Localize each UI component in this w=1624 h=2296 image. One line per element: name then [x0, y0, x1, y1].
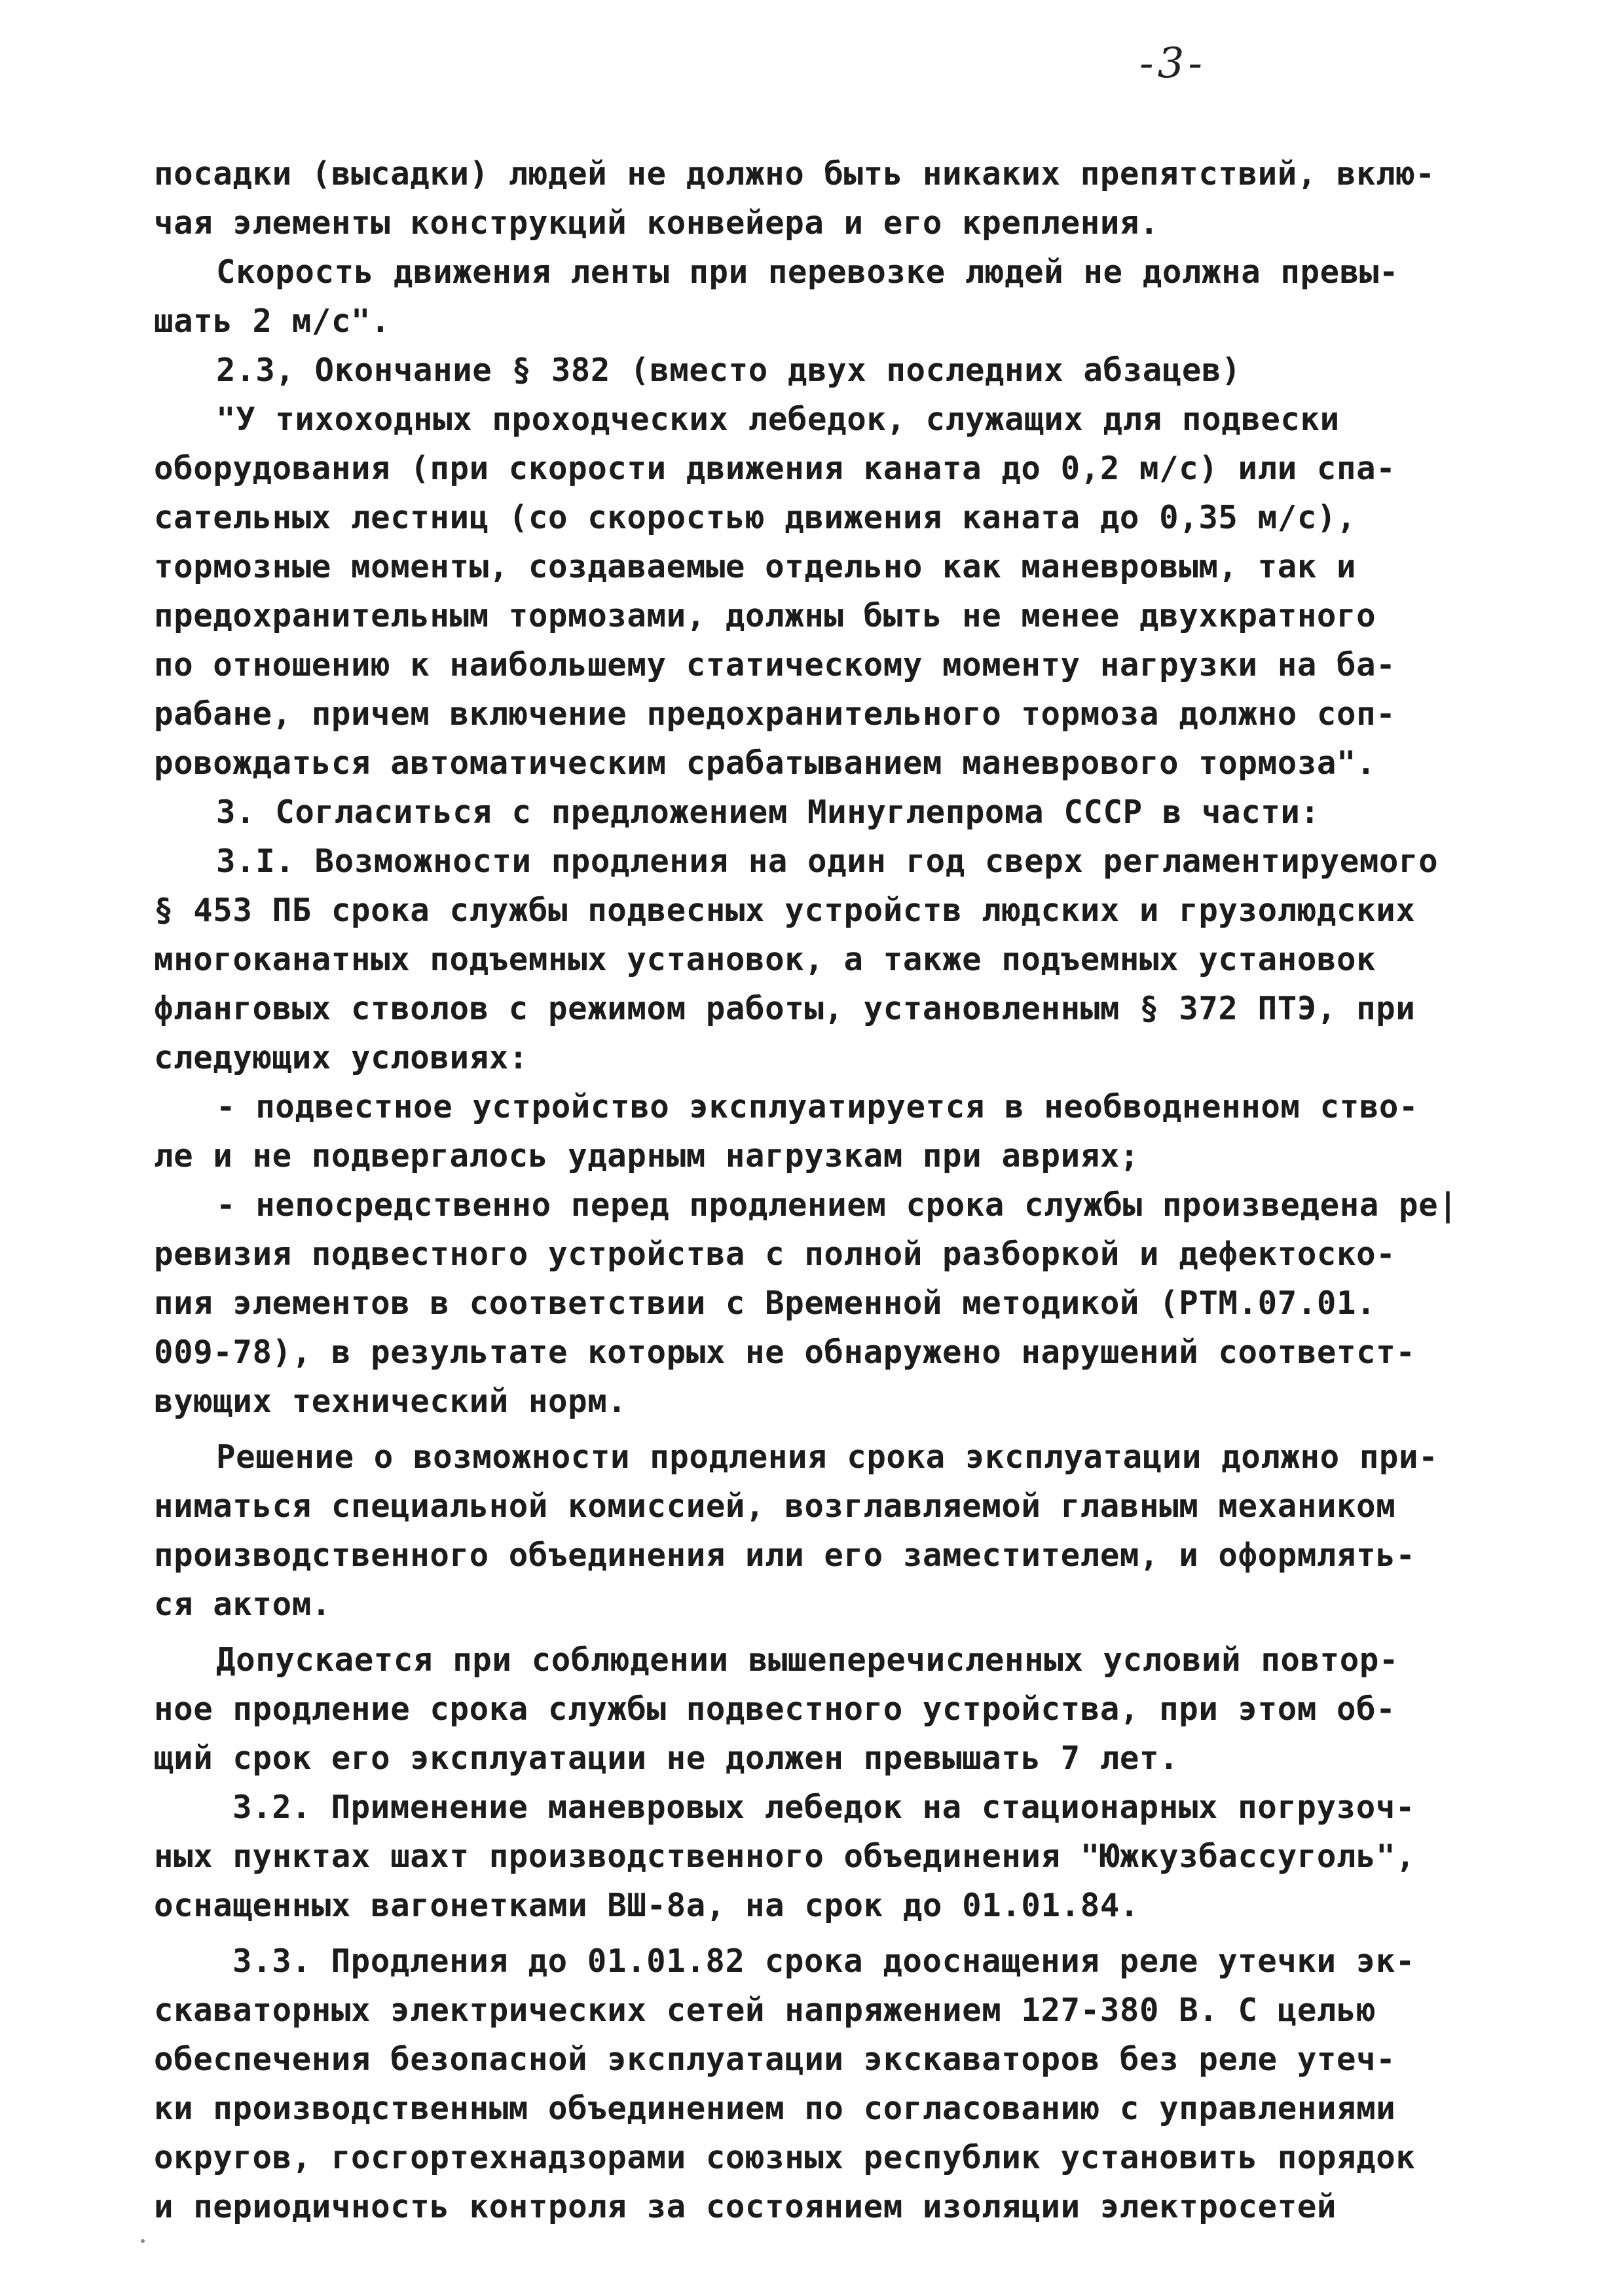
section-heading: 2.3, Окончание § 382 (вместо двух последних абзацев): [216, 352, 1242, 389]
text-line: оснащенных вагонетками ВШ-8а, на срок до 01.01.84.: [154, 1887, 1140, 1924]
section-heading: 3.3. Продления до 01.01.82 срока дооснащения реле утечки эк-: [232, 1942, 1416, 1980]
text-line: 3.I. Возможности продления на один год сверх регламентируемого: [216, 843, 1439, 880]
text-line: щий срок его эксплуатации не должен превышать 7 лет.: [154, 1740, 1179, 1777]
text-line: обеспечения безопасной эксплуатации экскаваторов без реле утеч-: [154, 2041, 1396, 2078]
text-line: ное продление срока службы подвестного устройства, при этом об-: [154, 1690, 1396, 1728]
text-line: § 453 ПБ срока службы подвесных устройств людских и грузолюдских: [154, 892, 1416, 929]
text-line: округов, госгортехнадзорами союзных республик установить порядок: [154, 2139, 1416, 2176]
text-line: сательных лестниц (со скоростью движения каната до 0,35 м/с),: [154, 499, 1357, 536]
text-line: по отношению к наибольшему статическому моменту нагрузки на ба-: [154, 646, 1396, 683]
text-line: ле и не подвергалось ударным нагрузкам при авриях;: [154, 1137, 1140, 1175]
text-line: Скорость движения ленты при перевозке людей не должна превы-: [216, 253, 1399, 291]
text-line: рабане, причем включение предохранительного тормоза должно соп-: [154, 695, 1396, 733]
text-line: ся актом.: [154, 1586, 331, 1623]
text-line: Решение о возможности продления срока эксплуатации должно при-: [216, 1438, 1439, 1476]
scan-artifact: [141, 2239, 145, 2243]
text-line: тормозные моменты, создаваемые отдельно как маневровым, так и: [154, 548, 1357, 585]
list-item: - подвестное устройство эксплуатируется в необводненном ство-: [216, 1088, 1419, 1125]
text-line: скаваторных электрических сетей напряжением 127-380 В. С целью: [154, 1992, 1376, 2029]
text-line: чая элементы конструкций конвейера и его крепления.: [154, 204, 1160, 242]
text-line: вующих технический норм.: [154, 1383, 627, 1420]
text-line: производственного объединения или его заместителем, и оформлять-: [154, 1537, 1416, 1574]
document-body: [154, 149, 1483, 2231]
text-line: ниматься специальной комиссией, возглавляемой главным механиком: [154, 1487, 1396, 1525]
text-line: пия элементов в соответствии с Временной методикой (РТМ.07.01.: [154, 1285, 1376, 1322]
text-line: Допускается при соблюдении вышеперечисленных условий повтор-: [216, 1641, 1399, 1679]
text-line: и периодичность контроля за состоянием изоляции электросетей: [154, 2188, 1337, 2225]
text-line: фланговых стволов с режимом работы, установленным § 372 ПТЭ, при: [154, 990, 1416, 1027]
text-line: посадки (высадки) людей не должно быть никаких препятствий, вклю-: [154, 155, 1435, 192]
section-heading: 3.2. Применение маневровых лебедок на стационарных погрузоч-: [232, 1789, 1416, 1826]
text-line: предохранительным тормозами, должны быть не менее двухкратного: [154, 597, 1376, 634]
text-line: многоканатных подъемных установок, а также подъемных установок: [154, 941, 1376, 978]
list-item: - непосредственно перед продлением срока службы произведена ре|: [216, 1186, 1458, 1224]
text-line: 009-78), в результате которых не обнаружено нарушений соответст-: [154, 1334, 1416, 1371]
text-line: ревизия подвестного устройства с полной разборкой и дефектоско-: [154, 1235, 1396, 1273]
text-line: ных пунктах шахт производственного объединения "Южкузбассуголь",: [154, 1838, 1416, 1875]
page-number: -3-: [1139, 39, 1206, 88]
text-line: шать 2 м/с".: [154, 302, 391, 340]
section-heading: 3. Согласиться с предложением Минуглепрома СССР в части:: [216, 793, 1320, 831]
text-line: ровождаться автоматическим срабатыванием маневрового тормоза".: [154, 744, 1376, 782]
text-line: ки производственным объединением по согласованию с управлениями: [154, 2090, 1396, 2127]
text-line: оборудования (при скорости движения каната до 0,2 м/с) или спа-: [154, 450, 1396, 487]
text-line: следующих условиях:: [154, 1039, 528, 1076]
text-line: "У тихоходных проходческих лебедок, служащих для подвески: [216, 401, 1340, 438]
